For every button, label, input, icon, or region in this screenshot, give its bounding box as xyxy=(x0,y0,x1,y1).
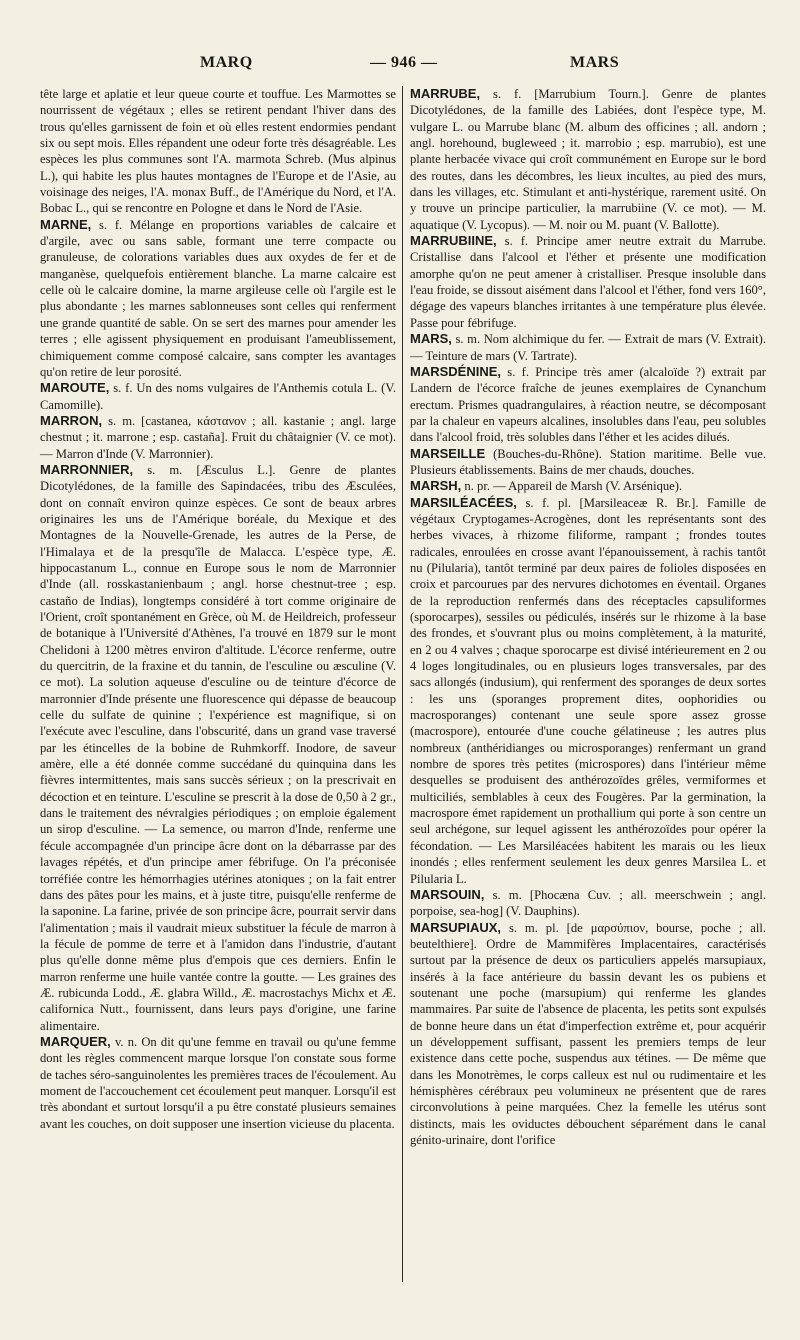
entry-headword: MARQUER, xyxy=(40,1033,111,1049)
entry-text: s. f. [Marrubium Tourn.]. Genre de plantes Dicotylédones, de la famille des Labiées, dont l'espèce type, M. vulgare L. ou Marrube blanc (M. album des officines ; all. andorn ; angl. horehound, bugleweed ; it. marrobio ; esp. marrubio), est une plante herbacée vivace qui croît communément en Europe sur le bord des routes, dans les décombres, les lieux incultes, au pied des murs, dans les villages, etc. Stimulant et anti-hystérique, rarement usité. On y trouve un principe particulier, la marrubiine (V. ce mot). — M. aquatique (V. Lycopus). — M. noir ou M. puant (V. Ballotte). xyxy=(410,87,766,232)
dictionary-entry xyxy=(40,217,396,380)
entry-text: s. m. pl. [de μαρσύπιον, bourse, poche ; all. beutelthiere]. Ordre de Mammifères Implacentaires, caractérisés surtout par la présence de deux os particuliers appelés marsupiaux, insérés à la face antérieure du bassin devant les os pubiens et soutenant une poche (marsupium) qui renferme les glandes mammaires. Par suite de l'absence de placenta, les petits sont expulsés de bonne heure dans un état d'imperfection extrême et, pour acquérir un développement suffisant, passent les premiers temps de leur existence dans cette poche, suspendus aux tétines. — De même que dans les Monotrèmes, le corps calleux est nul ou rudimentaire et les hémisphères cérébraux peu volumineux ne présentent que de rares circonvolutions à peine marquées. Chez la femelle les utérus sont distincts, mais les oviductes débouchent séparément dans le canal génito-urinaire, dont l'orifice xyxy=(410,920,766,1147)
entry-text: n. pr. — Appareil de Marsh (V. Arsénique). xyxy=(461,479,683,494)
entry-text: s. m. [castanea, κάστανον ; all. kastanie ; angl. large chestnut ; it. marrone ; esp. castaña]. Fruit du châtaignier (V. ce mot). — Marron d'Inde (V. Marronnier). xyxy=(40,413,396,461)
entry-headword: MARSEILLE xyxy=(410,445,486,461)
entry-headword: MARS, xyxy=(410,331,452,347)
dictionary-entry xyxy=(410,86,766,233)
entry-headword: MARSOUIN, xyxy=(410,886,485,902)
running-header xyxy=(40,50,760,76)
entry-text: s. m. [Æsculus L.]. Genre de plantes Dicotylédones, de la famille des Sapindacées, tribu des Æsculées, dont on connaît environ quinze espèces. Ce sont de beaux arbres originaires les uns de l'Amérique boréale, du Mexique et des Montagnes de la Nouvelle-Grenade, les autres de la Perse, de l'Himalaya et de la presqu'île de Malacca. L'espèce type, Æ. hippocastanum L., connue en Europe sous le nom de Marronnier d'Inde (all. rosskastanienbaum ; angl. horse chestnut-tree ; esp. castaño de Indias), longtemps considéré à tort comme originaire de l'Orient, croît spontanément en Grèce, où M. de Heildreich, professeur de botanique à l'Université d'Athènes, l'a trouvé en 1879 sur le mont Chelidoni à 1200 mètres environ d'altitude. L'écorce renferme, outre du quercitrin, de la fraxine et du tannin, de l'esculine ou æsculine (V. ce mot). La solution aqueuse d'esculine ou de teinture d'écorce de marronnier d'Inde présente une fluorescence qui dépasse de beaucoup celle du sulfate de quinine ; l'expérience est magnifique, si on l'exécute avec l'esculine, dans l'obscurité, dans un grand vase traversé par les étincelles de la bobine de Ruhmkorff. Inodore, de saveur amère, elle a été donnée comme succédané du quinquina dans les fièvres intermittentes, mais sans succès sérieux ; on la prescrivait en décoction et en teinture. L'esculine se prescrit à la dose de 0,50 à 2 gr., dans le traitement des névralgies périodiques ; on emploie également un sirop d'esculine. — La semence, ou marron d'Inde, renferme une fécule accompagnée d'un principe âcre dont on la débarrasse par des lavages répétés, et d'un principe amer fébrifuge. On l'a préconisée torréfiée contre les hémorrhagies utérines atoniques ; on la fait entrer dans des pâtes pour les mains, et à juste titre, puisqu'elle renferme de la saponine. La farine, privée de son principe âcre, pourrait servir dans l'alimentation ; mais il vaudrait mieux substituer la fécule de marron à la fécule de pomme de terre et à l'amidon dans l'industrie, d'autant plus qu'elle donne même plus d'empois que ces derniers. Enfin le marron renferme une huile vantée contre la goutte. — Les graines des Æ. rubicunda Lodd., Æ. glabra Willd., Æ. macrostachys Michx et Æ. californica Nutt., fournissent, dans leurs pays d'origine, une farine alimentaire. xyxy=(40,462,396,1033)
entry-headword: MARRUBIINE, xyxy=(410,233,497,249)
dictionary-entry xyxy=(410,478,766,494)
entry-headword: MARSUPIAUX, xyxy=(410,919,502,935)
dictionary-entry xyxy=(410,446,766,479)
dictionary-entry xyxy=(410,887,766,920)
entry-headword: MARSDÉNINE, xyxy=(410,363,502,379)
dictionary-entry xyxy=(410,495,766,887)
entry-headword: MARRON, xyxy=(40,412,103,428)
entry-text: tête large et aplatie et leur queue courte et touffue. Les Marmottes se nourrissent de végétaux ; elles se retirent pendant l'hiver dans des trous qu'elles garnissent de foin et où elles restent endormies pendant six ou sept mois. Elles répandent une odeur forte très désagréable. Les espèces les plus communes sont l'A. marmota Schreb. (Mus alpinus L.), qui habite les plus hautes montagnes de l'Europe et de l'Asie, au voisinage des neiges, l'A. monax Buff., de l'Amérique du Nord, et l'A. Bobac L., qui se rencontre en Pologne et dans le Nord de l'Asie. xyxy=(40,87,396,216)
entry-text: s. f. Mélange en proportions variables de calcaire et d'argile, avec ou sans sable, formant une terre compacte ou granuleuse, de colorations variables dues aux oxydes de fer et de manganèse, quelquefois entièrement blanche. La marne calcaire est celle où le calcaire domine, la marne argileuse celle où l'argile est le plus abondante ; les marnes sablonneuses sont celles qui renferment une grande quantité de sable. On se sert des marnes pour amender les terres ; elle agissent physiquement en produisant l'ameublissement, chimiquement comme composé calcaire, sans compter les avantages qu'on retire de leur porosité. xyxy=(40,217,396,379)
dictionary-entry xyxy=(40,380,396,413)
dictionary-entry xyxy=(40,413,396,462)
entry-text: s. m. [Phocæna Cuv. ; all. meerschwein ; angl. porpoise, sea-hog] (V. Dauphins). xyxy=(410,887,766,919)
header-right-word: MARS xyxy=(570,54,620,71)
page-number: — 946 — xyxy=(370,54,438,71)
entry-headword: MARRUBE, xyxy=(410,86,481,101)
dictionary-entry xyxy=(410,920,766,1149)
left-column xyxy=(40,86,396,1132)
entry-headword: MARNE, xyxy=(40,216,92,232)
entry-text: v. n. On dit qu'une femme en travail ou qu'une femme dont les règles commencent marque lorsque l'on constate sous forme de taches séro-sanguinolentes les premières traces de l'écoulement. Au moment de l'accouchement cet écoulement peut manquer. Lorsqu'il est très abondant et surtout lorsqu'il a pu être constaté plusieurs semaines avant les couches, on doit supposer une insertion vicieuse du placenta. xyxy=(40,1034,396,1131)
entry-text: s. f. Un des noms vulgaires de l'Anthemis cotula L. (V. Camomille). xyxy=(40,381,396,412)
dictionary-entry xyxy=(410,364,766,446)
entry-text: s. f. pl. [Marsileaceæ R. Br.]. Famille de végétaux Cryptogames-Acrogènes, dont les représentants sont des herbes vivaces, à rhizome filiforme, rampant ; frondes toutes radicales, enroulées en crosse avant l'épanouissement, à rachis tantôt nu (Pilularia), tantôt terminé par deux paires de folioles disposées en croix et parcourues par des nervures dichotomes en éventail. Organes de la reproduction renfermés dans des réceptacles capsuliformes (sporocarpes), sessiles ou pédiculés, insérés sur le rhizome à la base des frondes, et s'ouvrant plus ou moins complètement, à la maturité, en 2 ou 4 valves ; chaque sporocarpe est divisé intérieurement en 2 ou 4 loges longitudinales, ou en plusieurs loges transversales, par des sacs allongés (indusium), qui renferment des sporanges de deux sortes : les uns (sporanges proprement dites, oophoridies ou macrosporanges) contenant une seule spore assez grosse (macrospore), entourée d'une couche gélatineuse ; les autres plus nombreux (anthéridianges ou microsporanges) renfermant un grand nombre de spores très petites (microspores) dans l'intérieur même desquelles se produisent des anthérozoïdes grêles, vermiformes et multiciliés, semblables à ceux des Fougères. Par la germination, la macrospore émet rapidement un prothallium qui porte à son centre un seul archégone, sur lequel agissent les anthérozoïdes pour opérer la fécondation. — Les Marsiléacées habitent les marais ou les lieux inondés ; elles renferment seulement les deux genres Marsilea L. et Pilularia L. xyxy=(410,495,766,886)
column-divider xyxy=(402,86,403,1282)
right-column xyxy=(410,86,766,1148)
entry-headword: MARSILÉACÉES, xyxy=(410,494,517,510)
entry-headword: MARRONNIER, xyxy=(40,461,134,477)
entry-text: s. f. Principe amer neutre extrait du Marrube. Cristallise dans l'alcool et l'éther et présente une modification amorphe qu'on ne peut amener à cristalliser. Presque insoluble dans l'eau froide, se dissout aisément dans l'alcool et l'éther, fond vers 160°, dégage des vapeurs blanches irritantes à une température plus élevée. Passe pour fébrifuge. xyxy=(410,234,766,330)
entry-text: s. f. Principe très amer (alcaloïde ?) extrait par Landern de l'écorce fraîche de jeunes exemplaires de Cynanchum erectum. Prismes quadrangulaires, à réaction neutre, se décomposant par la chaleur en vapeurs alcalines, insolubles dans l'eau, peu solubles dans l'alcool froid, très solubles dans l'éther et les acides dilués. xyxy=(410,364,766,445)
entry-text: (Bouches-du-Rhône). Station maritime. Belle vue. Plusieurs établissements. Bains de mer chauds, douches. xyxy=(410,446,766,477)
entry-headword: MAROUTE, xyxy=(40,380,110,396)
entry-text: s. m. Nom alchimique du fer. — Extrait de mars (V. Extrait). — Teinture de mars (V. Tartrate). xyxy=(410,332,766,363)
dictionary-entry xyxy=(410,331,766,364)
dictionary-entry xyxy=(40,86,396,217)
header-left-word: MARQ xyxy=(200,54,253,71)
dictionary-entry xyxy=(40,1034,396,1132)
dictionary-entry xyxy=(40,462,396,1034)
entry-headword: MARSH, xyxy=(410,478,462,494)
dictionary-entry xyxy=(410,233,766,331)
